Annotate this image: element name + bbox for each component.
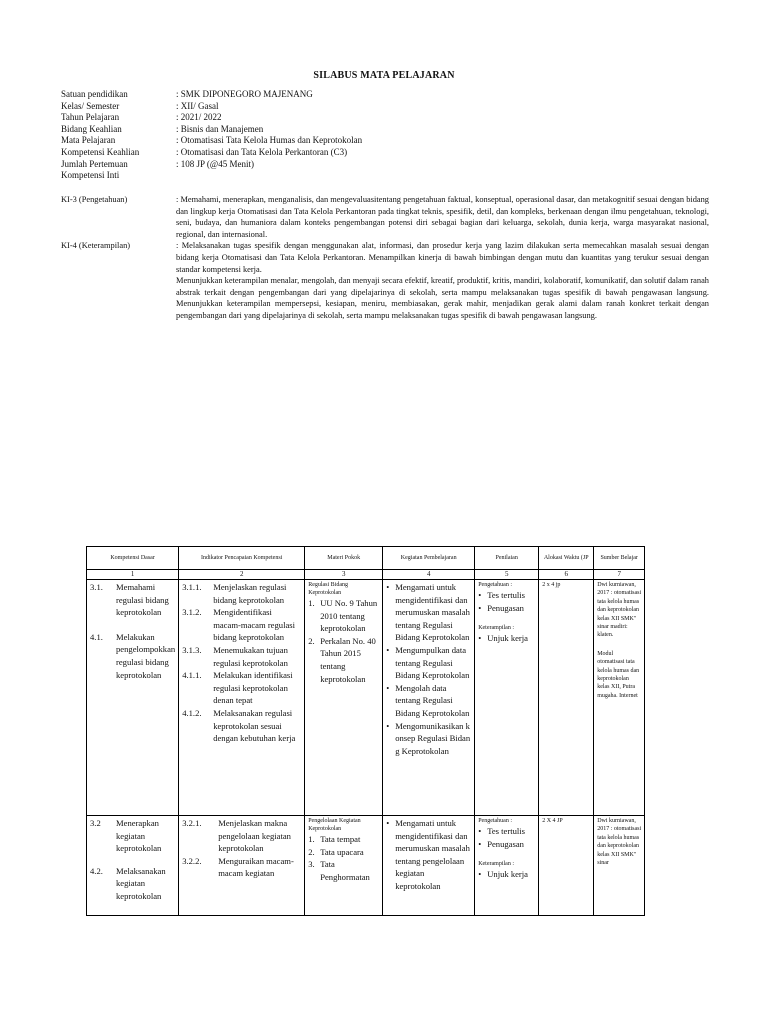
alokasi-cell: 2 x 4 jp [539,580,594,816]
kegiatan-cell [383,580,475,816]
meta-value: : SMK DIPONEGORO MAJENANG [176,89,313,99]
penilaian-item: • Tes tertulis [478,590,526,600]
ki4-row [61,240,709,321]
kegiatan-item: • Mengamati untuk mengidentifikasi dan merumuskan masalah tentang pengelolaan kegiatan keprotokolan [386,818,470,891]
penilaian-item: • Penugasan [478,602,524,613]
kd-cell [87,816,179,916]
header-cell: Sumber Belajar [594,547,645,570]
penilaian-cell [475,580,539,816]
header-cell: Kegiatan Pembelajaran [383,547,475,570]
meta-label: Tahun Pelajaran [61,112,120,123]
penilaian-label: Keterampilan : [478,861,515,868]
kd-cell [87,580,179,816]
ipk-item: 3.2.1. Menjelaskan makna pengelolaan kegiatan keprotokolan [182,818,291,854]
ki-label: KI-4 (Keterampilan) [61,241,131,251]
ipk-item: 4.1.2. Melaksanakan regulasi keprotokolan sesuai dengan kebutuhan kerja [182,707,296,744]
meta-value [176,170,711,182]
penilaian-cell [475,816,539,916]
kegiatan-cell [383,816,475,916]
meta-value: : 2021/ 2022 [176,112,222,123]
ipk-item: 3.2.2. Menguraikan macam-macam kegiatan [182,855,294,879]
syllabus-table [86,546,645,916]
meta-value: : Otomatisasi dan Tata Kelola Perkantoran (C3) [176,146,348,157]
materi-item: 3. Tata Penghormatan [308,859,370,882]
materi-title: Regulasi Bidang Keprotokolan [308,582,349,596]
meta-row-kelas [61,101,711,113]
meta-label: Kompetensi Inti [61,170,120,181]
meta-row-bidang [61,124,711,136]
kd-item: 3.2 Menerapkan kegiatan keprotokolan [90,818,162,854]
table-header-row [87,547,645,570]
identity-block [61,89,711,182]
meta-value: : 108 JP (@45 Menit) [176,158,254,169]
meta-row-jumlah [61,159,711,171]
materi-cell [305,816,383,916]
meta-label: Kelas/ Semester [61,100,120,111]
materi-item: 1. UU No. 9 Tahun 2010 tentang keprotokolan [308,598,378,634]
sumber-item: Dwi kurniawan, 2017 : otomatisasi tata kelola humas dan keprotokolan kelas XII SMK" sinar madiri: klaten. [597,582,642,639]
alokasi-cell: 2 X 4 JP [539,816,594,916]
penilaian-item: • Penugasan [478,838,524,849]
kegiatan-item: • Mengomunikasikan konsep Regulasi Bidang Keprotokolan [386,720,471,756]
meta-label: Kompetensi Keahlian [61,146,140,157]
penilaian-item: • Tes tertulis [478,826,526,836]
header-cell: Indikator Pencapaian Kompetensi [179,547,305,570]
meta-label: Bidang Keahlian [61,123,122,134]
meta-label: Satuan pendidikan [61,89,128,99]
header-cell: Materi Pokok [305,547,383,570]
column-number: 3 [305,570,383,580]
column-number: 6 [539,570,594,580]
sumber-item: Dwi kurniawan, 2017 : otomatisasi tata kelola humas dan keprotokolan kelas XII SMK" sinar [597,818,642,867]
column-number: 4 [383,570,475,580]
column-number: 5 [475,570,539,580]
meta-value: : Otomatisasi Tata Kelola Humas dan Keprotokolan [176,135,363,146]
ipk-item: 4.1.1. Melakukan identifikasi regulasi keprotokolan denan tepat [182,670,293,706]
meta-value: : XII/ Gasal [176,100,219,111]
meta-label: Jumlah Pertemuan [61,158,128,169]
ki-paragraph: Menunjukkan keterampilan menalar, mengolah, dan menyaji secara efektif, kreatif, produktif, kritis, mandiri, kolaboratif, komunikatif, dan solutif dalam ranah abstrak terkait dengan pengembangan dari yang dipelajarinya di sekolah, serta mampu melaksanakan tugas spesifik di bawah pengawasan langsung. Menunjukkan keterampilan mempersepsi, kesiapan, meniru, membiasakan, gerak mahir, menjadikan gerak alami dalam ranah konkret terkait dengan pengembangan dari yang dipelajarinya di sekolah, serta mampu melaksanakan tugas spesifik di bawah pengawasan langsung. [176,276,709,320]
header-cell: Alokasi Waktu (JP [539,547,594,570]
ki-paragraph: : Memahami, menerapkan, menganalisis, dan mengevaluasitentang pengetahuan faktual, konseptual, operasional dasar, dan metakognitif sesuai dengan bidang dan lingkup kerja Otomatisasi dan Tata Kelola Perkantoran pada tingkat teknis, spesifik, detil, dan kompleks, berkenaan dengan ilmu pengetahuan, teknologi, seni, budaya, dan humaniora dalam konteks pengembangan potensi diri sebagai bagian dari keluarga, sekolah, dunia kerja, warga masyarakat nasional, regional, dan internasional. [176,195,709,239]
ki-text [176,194,709,240]
column-number-row [87,570,645,580]
ki-paragraph: : Melaksanakan tugas spesifik dengan menggunakan alat, informasi, dan prosedur kerja yang lazim dilakukan serta memecahkan masalah sesuai dengan bidang kerja Otomatisasi dan Tata Kelola Perkantoran. Menampilkan kinerja di bawah bimbingan dengan mutu dan kuantitas yang terukur sesuai dengan standar kompetensi kerja. [176,241,709,274]
ipk-cell [179,580,305,816]
kd-item: 4.1. Melakukan pengelompokkan regulasi bidang keprotokolan [90,631,176,680]
header-cell: Kompetensi Dasar [87,547,179,570]
penilaian-item: • Unjuk kerja [478,633,528,644]
materi-cell [305,580,383,816]
materi-item: 2. Tata upacara [308,846,364,857]
kegiatan-item: • Mengamati untuk mengidentifikasi dan merumuskan masalah tentang Regulasi Bidang Keprotokolan [386,582,470,643]
ipk-item: 3.1.3. Menemukakan tujuan regulasi keprotokolan [182,644,288,668]
kompetensi-inti-block [61,194,709,322]
penilaian-label: Pengetahuan : [478,582,513,588]
ipk-item: 3.1.1. Menjelaskan regulasi bidang keprotokolan [182,582,287,605]
sumber-cell [594,816,645,916]
meta-row-kompetensi-keahlian [61,147,711,159]
meta-row-mapel [61,135,711,147]
ipk-cell [179,816,305,916]
ki-label: KI-3 (Pengetahuan) [61,195,128,204]
materi-title: Pengelolaan Kegiatan Keprotokolan [308,818,361,832]
materi-item: 2. Perkalan No. 40 Tahun 2015 tentang keprotokolan [308,635,376,684]
column-number: 1 [87,570,179,580]
column-number: 7 [594,570,645,580]
sumber-item: Modul otomatisasi tata kelola humas dan keprotokolan kelas XII, Putra mugaha. Internet [597,650,640,699]
ipk-item: 3.1.2. Mengidentifikasi macam-macam regulasi bidang keprotokolan [182,607,296,643]
penilaian-label: Pengetahuan : [478,818,513,824]
column-number: 2 [179,570,305,580]
penilaian-label: Keterampilan : [478,625,515,632]
meta-row-tahun [61,112,711,124]
meta-label: Mata Pelajaran [61,135,116,146]
kegiatan-item: • Mengolah data tentang Regulasi Bidang Keprotokolan [386,682,470,718]
materi-item: 1. Tata tempat [308,834,361,844]
meta-row-satuan [61,89,711,101]
kd-item: 4.2. Melaksanakan kegiatan keprotokolan [90,865,166,901]
sumber-cell [594,580,645,816]
table-row [87,580,645,816]
penilaian-item: • Unjuk kerja [478,869,528,880]
ki-text [176,240,709,321]
kd-item: 3.1. Memahami regulasi bidang keprotokolan [90,582,169,618]
table-row [87,816,645,916]
meta-row-ki [61,170,711,182]
header-cell: Penilaian [475,547,539,570]
document-title: SILABUS MATA PELAJARAN [313,70,455,81]
ki3-row [61,194,709,240]
meta-value: : Bisnis dan Manajemen [176,123,264,134]
kegiatan-item: • Mengumpulkan data tentang Regulasi Bidang Keprotokolan [386,644,470,681]
